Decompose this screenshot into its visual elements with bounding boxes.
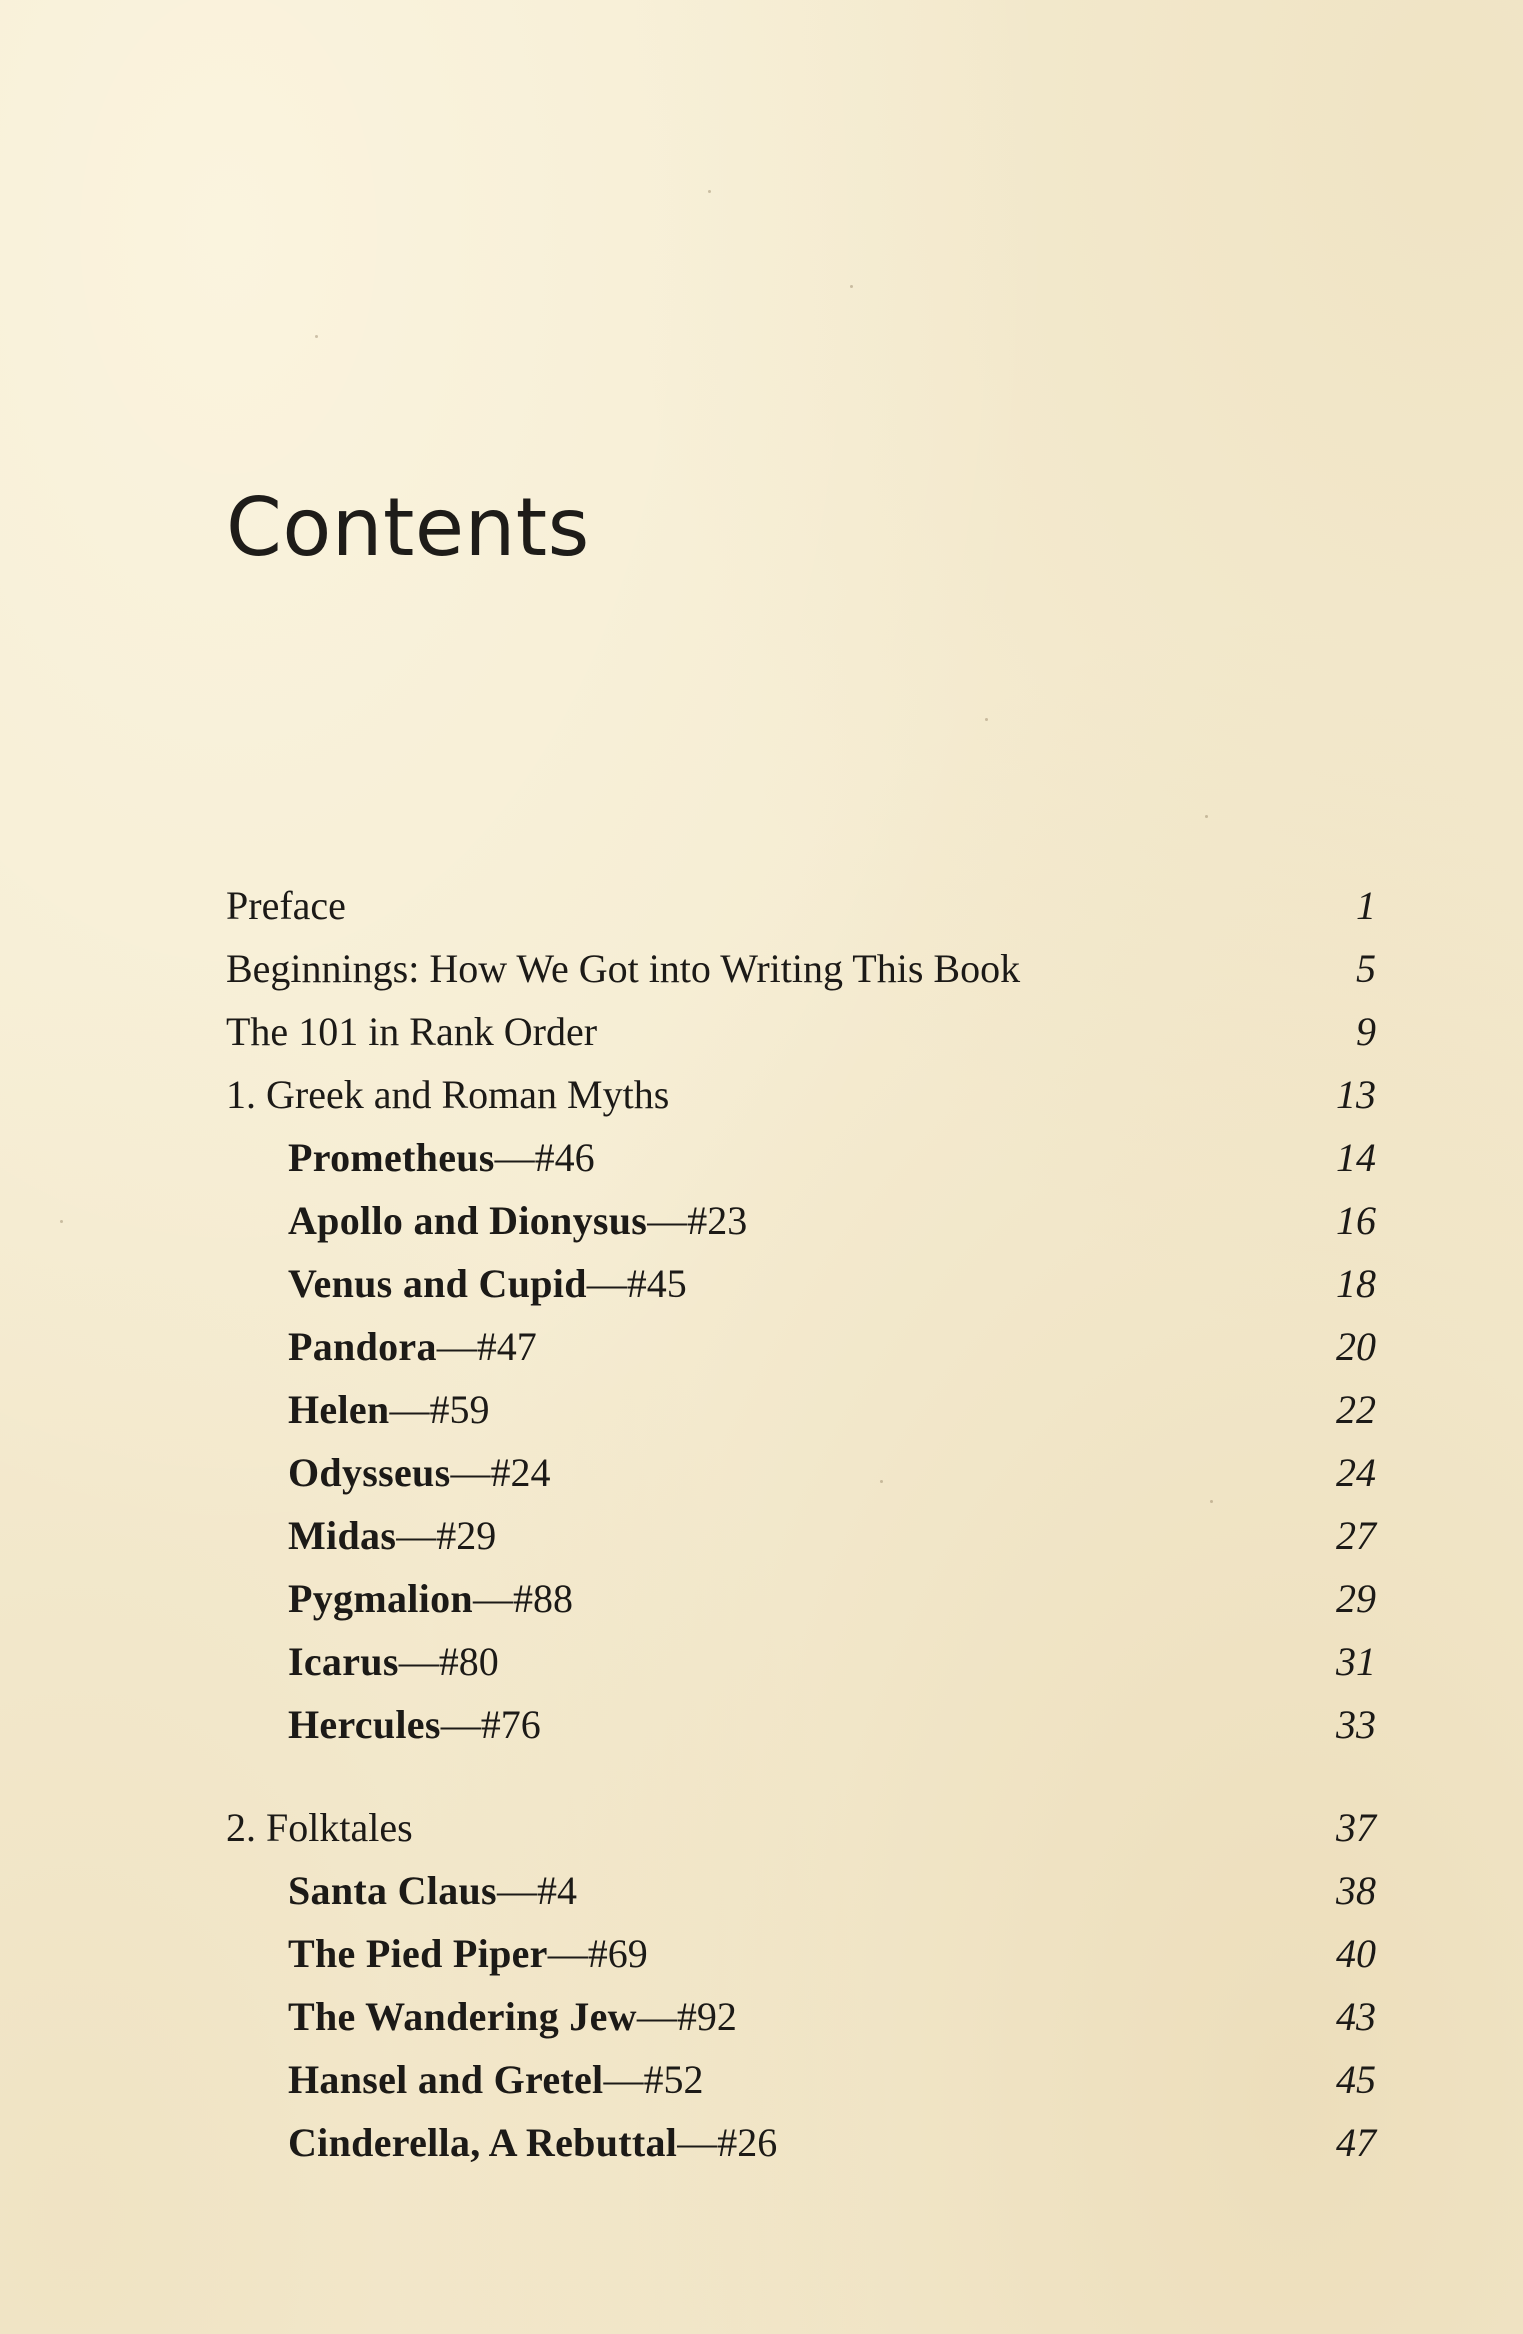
toc-page-number: 43 bbox=[1336, 1994, 1376, 2039]
toc-item[interactable] bbox=[226, 1567, 1376, 1630]
toc-page-number: 22 bbox=[1336, 1387, 1376, 1432]
toc-section-greek-roman-myths[interactable] bbox=[226, 1063, 1376, 1126]
toc-page-number: 20 bbox=[1336, 1324, 1376, 1369]
toc-item[interactable] bbox=[226, 1126, 1376, 1189]
toc-entry-preface[interactable] bbox=[226, 874, 1376, 937]
toc-page-number: 40 bbox=[1336, 1931, 1376, 1976]
toc-item-name: Venus and Cupid bbox=[288, 1261, 587, 1306]
toc-item-rank: —#69 bbox=[547, 1931, 648, 1976]
toc-item-rank: —#92 bbox=[636, 1994, 737, 2039]
toc-item[interactable] bbox=[226, 2048, 1376, 2111]
toc-item-rank: —#23 bbox=[647, 1198, 748, 1243]
toc-page-number: 38 bbox=[1336, 1868, 1376, 1913]
toc-item-name: Pandora bbox=[288, 1324, 437, 1369]
paper-speck bbox=[315, 335, 318, 338]
toc-item-name: Pygmalion bbox=[288, 1576, 473, 1621]
toc-page-number: 29 bbox=[1336, 1576, 1376, 1621]
toc-item-rank: —#47 bbox=[436, 1324, 537, 1369]
toc-item-name: Hansel and Gretel bbox=[288, 2057, 604, 2102]
toc-page-number: 47 bbox=[1336, 2120, 1376, 2165]
toc-item-name: Midas bbox=[288, 1513, 397, 1558]
toc-section-title: 2. Folktales bbox=[226, 1805, 413, 1850]
toc-section-folktales[interactable] bbox=[226, 1796, 1376, 1859]
toc-page-number: 37 bbox=[1336, 1805, 1376, 1850]
toc-page-number: 14 bbox=[1336, 1135, 1376, 1180]
toc-entry-title: Beginnings: How We Got into Writing This Book bbox=[226, 946, 1021, 991]
toc-item[interactable] bbox=[226, 1378, 1376, 1441]
toc-item-name: Santa Claus bbox=[288, 1868, 497, 1913]
table-of-contents bbox=[226, 874, 1376, 2174]
toc-page-number: 13 bbox=[1336, 1072, 1376, 1117]
toc-item-name: Prometheus bbox=[288, 1135, 495, 1180]
paper-speck bbox=[60, 1220, 63, 1223]
toc-entry-title: Preface bbox=[226, 883, 346, 928]
toc-item[interactable] bbox=[226, 1859, 1376, 1922]
toc-item[interactable] bbox=[226, 1441, 1376, 1504]
toc-item-rank: —#88 bbox=[472, 1576, 573, 1621]
toc-item-rank: —#24 bbox=[450, 1450, 551, 1495]
toc-item-name: Odysseus bbox=[288, 1450, 451, 1495]
toc-item-name: Apollo and Dionysus bbox=[288, 1198, 648, 1243]
toc-item[interactable] bbox=[226, 1252, 1376, 1315]
toc-item-rank: —#80 bbox=[398, 1639, 499, 1684]
toc-item-name: The Pied Piper bbox=[288, 1931, 548, 1976]
paper-speck bbox=[985, 718, 988, 721]
toc-item-rank: —#26 bbox=[677, 2120, 778, 2165]
toc-item-rank: —#52 bbox=[603, 2057, 704, 2102]
toc-entry-rank-order[interactable] bbox=[226, 1000, 1376, 1063]
toc-page-number: 5 bbox=[1356, 946, 1376, 991]
toc-item[interactable] bbox=[226, 1315, 1376, 1378]
paper-speck bbox=[708, 190, 711, 193]
toc-page-number: 27 bbox=[1336, 1513, 1376, 1558]
toc-item-rank: —#76 bbox=[440, 1702, 541, 1747]
toc-item[interactable] bbox=[226, 1504, 1376, 1567]
toc-page-number: 16 bbox=[1336, 1198, 1376, 1243]
toc-item-rank: —#45 bbox=[586, 1261, 687, 1306]
toc-item[interactable] bbox=[226, 2111, 1376, 2174]
toc-page-number: 1 bbox=[1356, 883, 1376, 928]
paper-speck bbox=[1205, 815, 1208, 818]
toc-item-rank: —#29 bbox=[396, 1513, 497, 1558]
toc-page-number: 18 bbox=[1336, 1261, 1376, 1306]
toc-item-rank: —#59 bbox=[389, 1387, 490, 1432]
toc-page-number: 45 bbox=[1336, 2057, 1376, 2102]
page-title: Contents bbox=[226, 481, 590, 574]
toc-page-number: 31 bbox=[1336, 1639, 1376, 1684]
toc-page-number: 33 bbox=[1336, 1702, 1376, 1747]
toc-item-name: Cinderella, A Rebuttal bbox=[288, 2120, 678, 2165]
toc-section-title: 1. Greek and Roman Myths bbox=[226, 1072, 670, 1117]
toc-item[interactable] bbox=[226, 1630, 1376, 1693]
paper-speck bbox=[850, 285, 853, 288]
toc-item-name: The Wandering Jew bbox=[288, 1994, 637, 2039]
toc-entry-beginnings[interactable] bbox=[226, 937, 1376, 1000]
toc-item-name: Icarus bbox=[288, 1639, 399, 1684]
toc-page-number: 9 bbox=[1356, 1009, 1376, 1054]
toc-item-rank: —#4 bbox=[496, 1868, 577, 1913]
toc-page-number: 24 bbox=[1336, 1450, 1376, 1495]
toc-item[interactable] bbox=[226, 1189, 1376, 1252]
toc-entry-title: The 101 in Rank Order bbox=[226, 1009, 598, 1054]
toc-item[interactable] bbox=[226, 1985, 1376, 2048]
toc-item-rank: —#46 bbox=[494, 1135, 595, 1180]
toc-item[interactable] bbox=[226, 1922, 1376, 1985]
toc-item[interactable] bbox=[226, 1693, 1376, 1756]
toc-item-name: Hercules bbox=[288, 1702, 441, 1747]
toc-item-name: Helen bbox=[288, 1387, 390, 1432]
